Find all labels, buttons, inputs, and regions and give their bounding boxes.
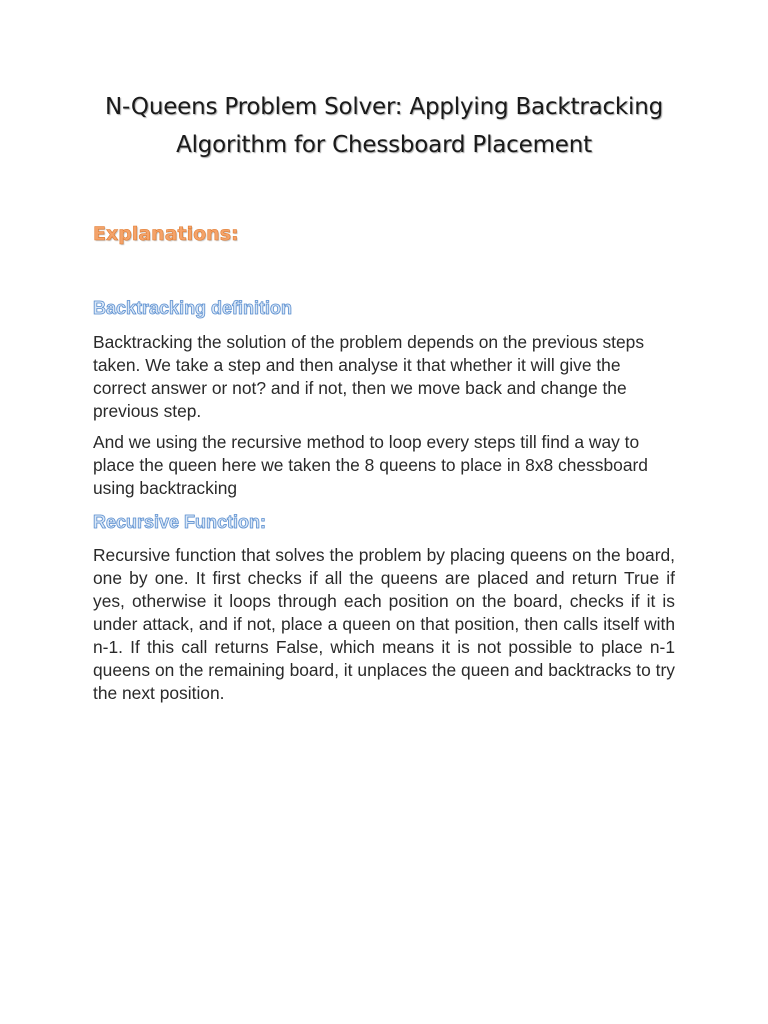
- section-heading-explanations: Explanations:: [93, 223, 239, 245]
- paragraph-recursive-method: And we using the recursive method to loop every steps till find a way to place the queen here we taken the 8 queens to place in 8x8 chessboard using backtracking: [93, 432, 648, 498]
- subheading-recursive-function: Recursive Function:: [93, 512, 267, 532]
- document-title: N-Queens Problem Solver: Applying Backtracking Algorithm for Chessboard Placement: [104, 94, 664, 158]
- paragraph-backtracking-definition: Backtracking the solution of the problem depends on the previous steps taken. We take a step and then analyse it that whether it will give the correct answer or not? and if not, then we move back and change the previous step.: [93, 332, 645, 421]
- subheading-backtracking-definition: Backtracking definition: [93, 298, 293, 318]
- paragraph-recursive-function: Recursive function that solves the problem by placing queens on the board, one by one. It first checks if all the queens are placed and return True if yes, otherwise it loops through each position on the board, checks if it is under attack, and if not, place a queen on that position, then calls itself with n-1. If this call returns False, which means it is not possible to place n-1 queens on the remaining board, it unplaces the queen and backtracks to try the next position.: [93, 545, 675, 703]
